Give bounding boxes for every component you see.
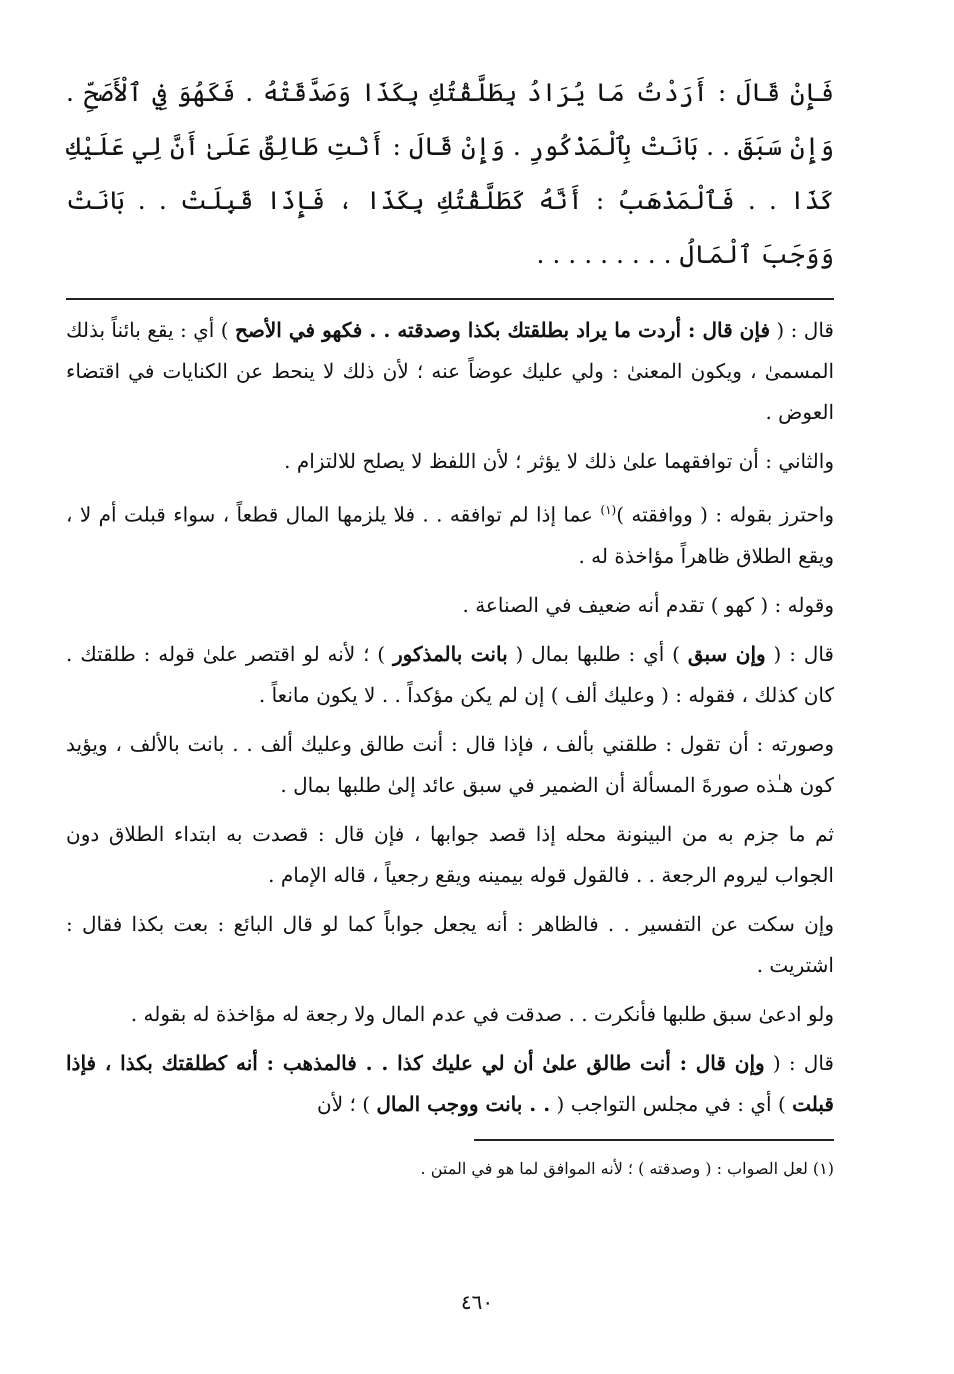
quoted-matn: وإن قال : أنت طالق علىٰ أن لي عليك كذا . . فالمذهب : أنه كطلقتك بكذا ، فإذا قبلت	[66, 1050, 834, 1116]
commentary-paragraph-10	[66, 1043, 834, 1125]
commentary	[66, 310, 834, 1125]
text-run: قال : (	[764, 1050, 834, 1075]
commentary-paragraph-5	[66, 634, 834, 716]
footnote: (١) لعل الصواب : ( وصدقته ) ؛ لأنه الموافق لما هو في المتن .	[420, 1158, 834, 1178]
quoted-matn: فإن قال : أردت ما يراد بطلقتك بكذا وصدقته . . فكهو في الأصح	[235, 318, 770, 342]
text-run: ) أي : يقع بائناً بذلك المسمىٰ ، ويكون المعنىٰ : ولي عليك عوضاً عنه ؛ لأن ذلك لا ينحط عن الكنايات في اقتضاء العوض .	[66, 318, 834, 424]
text-run: ) ؛ لأن	[317, 1091, 377, 1116]
quoted-matn: بانت بالمذكور	[392, 641, 508, 666]
commentary-paragraph-2: والثاني : أن توافقهما علىٰ ذلك لا يؤثر ؛ لأن اللفظ لا يصلح للالتزام .	[284, 449, 834, 473]
text-run: قال : (	[765, 641, 834, 666]
text-run: عما إذا لم توافقه . . فلا يلزمها المال قطعاً ، سواء قبلت أم لا ، ويقع الطلاق ظاهراً مؤاخذة له .	[66, 502, 834, 568]
text-run: ) أي : طلبها بمال (	[507, 641, 688, 666]
matn-divider	[66, 298, 834, 300]
quoted-matn: . . بانت ووجب المال	[376, 1091, 551, 1116]
page-body	[66, 66, 834, 1183]
footnote-marker: (١)	[600, 503, 617, 517]
text-run: ) أي : في مجلس التواجب (	[550, 1091, 793, 1116]
text-run: ) ؛ لأنه لو اقتصر علىٰ قوله : طلقتك . كان كذلك ، فقوله : ( وعليك ألف ) إن لم يكن مؤكداً . . لا يكون مانعاً .	[66, 641, 834, 707]
quoted-matn: وإن سبق	[687, 641, 766, 666]
matn-text: فَإِنْ قَالَ : أَرَدْتُ مَا يُرَادُ بِطَلَّقْتُكِ بِكَذَا وَصَدَّقَتْهُ . فَكَهُوَ فِي ٱلْأَصَحِّ . وَإِنْ سَبَقَ . . بَانَتْ بِٱلْمَذْكُورِ . وَإِنْ قَالَ : أَنْتِ طَالِقٌ عَلَىٰ أَنَّ لِي عَلَيْكِ كَذَا . . فَٱلْمَذْهَبُ : أَنَّهُ كَطَلَّقْتُكِ بِكَذَا ، فَإِذَا قَبِلَتْ . . بَانَتْ وَوَجَبَ ٱلْمَالُ . . . . . . . . .	[66, 78, 834, 269]
commentary-paragraph-4: وقوله : ( كهو ) تقدم أنه ضعيف في الصناعة .	[462, 592, 834, 617]
page-number: ٤٦٠	[460, 1290, 494, 1314]
commentary-paragraph-7: ثم ما جزم به من البينونة محله إذا قصد جوابها ، فإن قال : قصدت به ابتداء الطلاق دون الجواب ليروم الرجعة . . فالقول قوله بيمينه ويقع رجعياً ، قاله الإمام .	[66, 821, 834, 887]
text-run: واحترز بقوله : ( ووافقته )	[616, 502, 834, 527]
commentary-paragraph-8: وإن سكت عن التفسير . . فالظاهر : أنه يجعل جواباً كما لو قال البائع : بعت بكذا فقال : اشتريت .	[66, 911, 834, 977]
commentary-paragraph-9: ولو ادعىٰ سبق طلبها فأنكرت . . صدقت في عدم المال ولا رجعة له مؤاخذة له بقوله .	[130, 1001, 834, 1026]
footnote-divider	[474, 1139, 834, 1141]
commentary-paragraph-6: وصورته : أن تقول : طلقني بألف ، فإذا قال : أنت طالق وعليك ألف . . بانت بالألف ، ويؤيد كون هـٰذه صورةَ المسألة أن الضمير في سبق عائد إلىٰ طلبها بمال .	[66, 731, 834, 797]
commentary-paragraph-3	[66, 490, 834, 577]
text-run: قال : (	[770, 318, 834, 342]
commentary-paragraph-1	[66, 310, 834, 433]
